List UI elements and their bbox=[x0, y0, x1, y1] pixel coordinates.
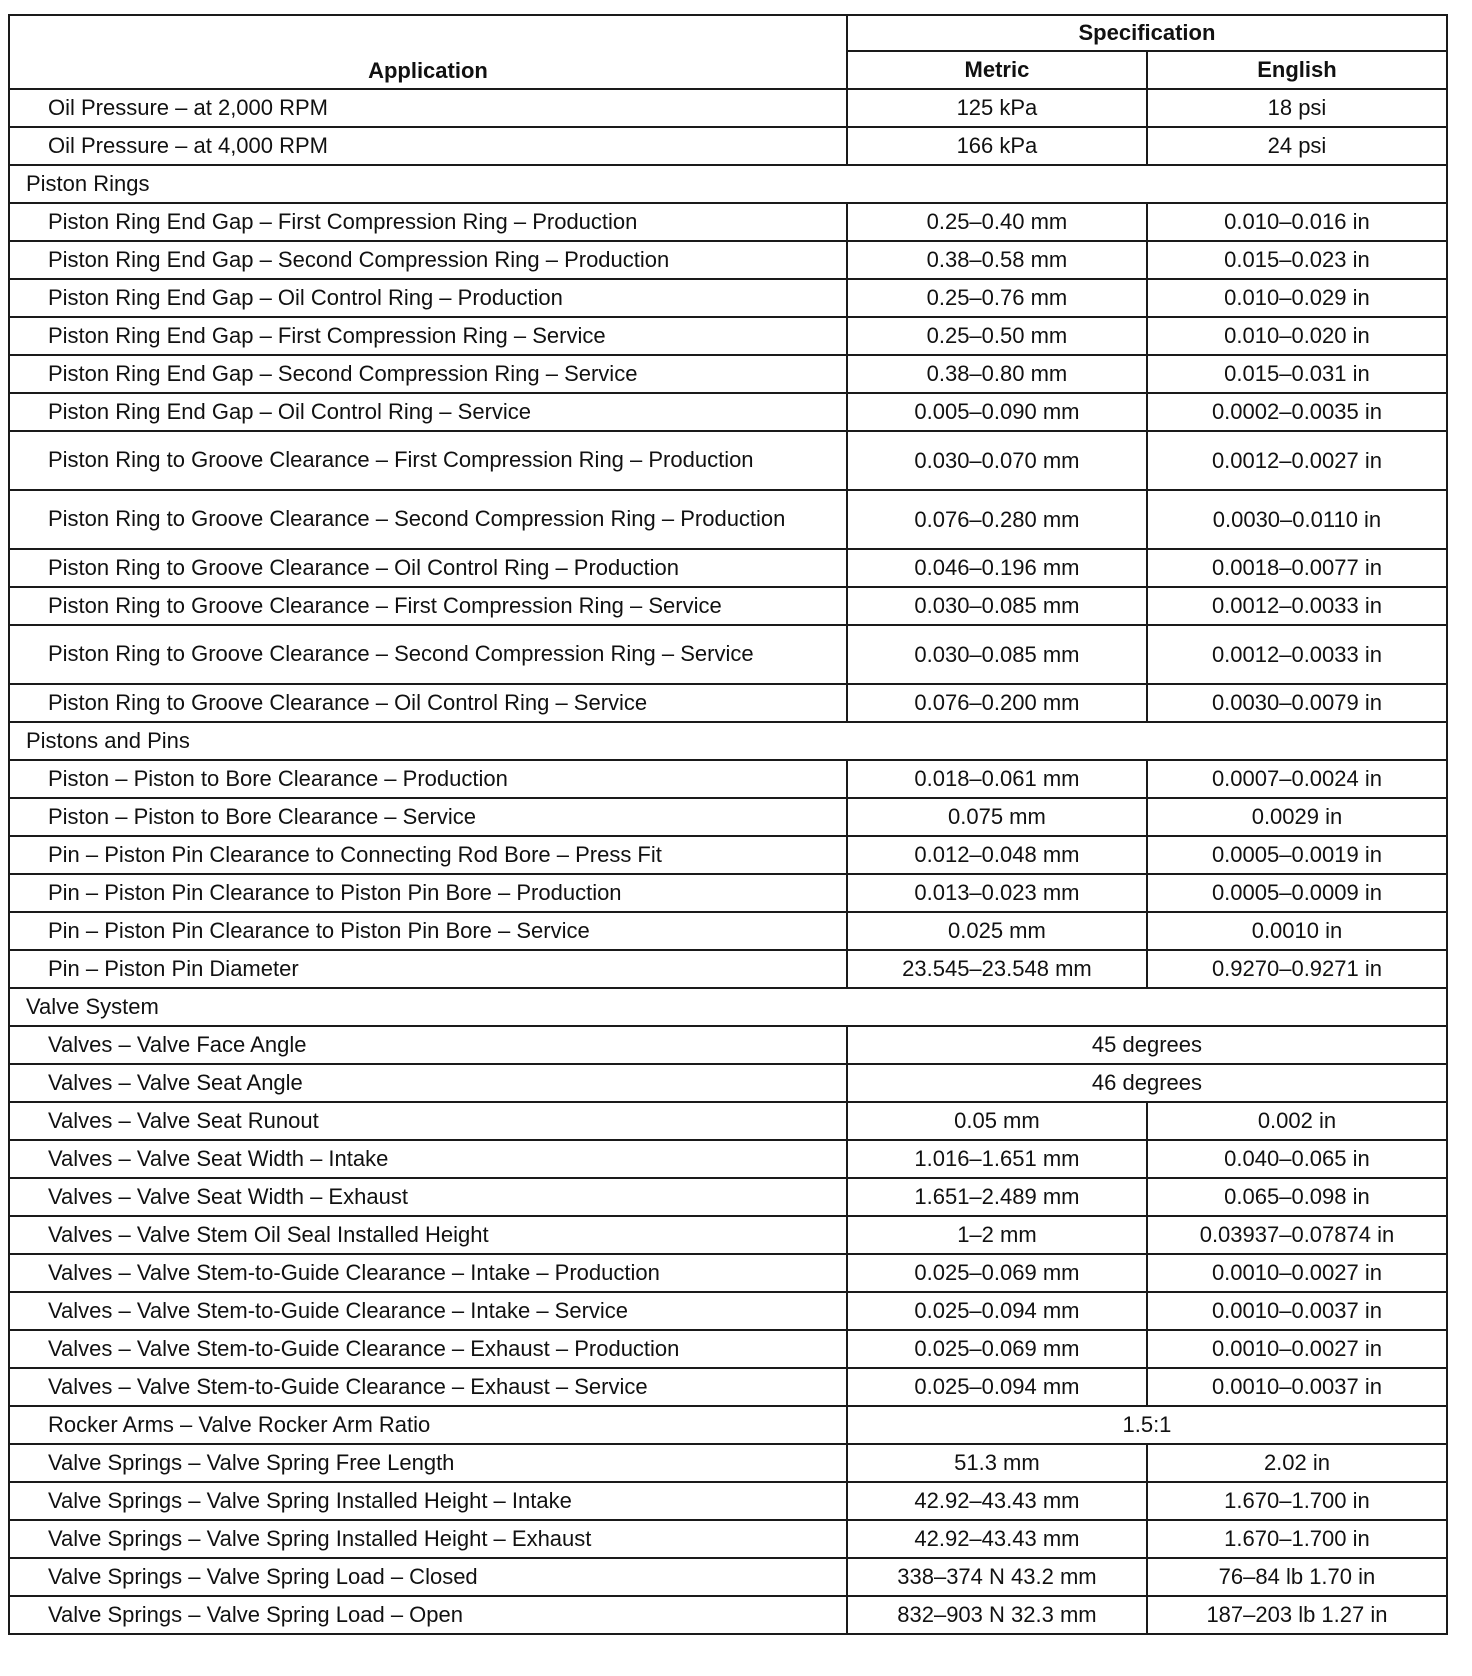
metric-cell: 0.25–0.50 mm bbox=[847, 317, 1147, 355]
section-label: Pistons and Pins bbox=[9, 722, 1447, 760]
metric-cell: 0.05 mm bbox=[847, 1102, 1147, 1140]
english-cell: 0.040–0.065 in bbox=[1147, 1140, 1447, 1178]
english-cell: 0.0007–0.0024 in bbox=[1147, 760, 1447, 798]
metric-cell: 0.030–0.085 mm bbox=[847, 587, 1147, 625]
metric-cell: 338–374 N 43.2 mm bbox=[847, 1558, 1147, 1596]
english-cell: 0.010–0.029 in bbox=[1147, 279, 1447, 317]
metric-cell: 0.025–0.094 mm bbox=[847, 1292, 1147, 1330]
english-cell: 0.010–0.020 in bbox=[1147, 317, 1447, 355]
english-cell: 0.015–0.031 in bbox=[1147, 355, 1447, 393]
application-cell: Piston Ring to Groove Clearance – Second Compression Ring – Production bbox=[9, 490, 847, 549]
english-cell: 18 psi bbox=[1147, 89, 1447, 127]
english-cell: 0.0005–0.0019 in bbox=[1147, 836, 1447, 874]
application-cell: Piston Ring End Gap – Oil Control Ring – Production bbox=[9, 279, 847, 317]
table-row bbox=[9, 279, 1447, 317]
application-cell: Pin – Piston Pin Clearance to Connecting Rod Bore – Press Fit bbox=[9, 836, 847, 874]
english-cell: 0.0030–0.0079 in bbox=[1147, 684, 1447, 722]
table-row bbox=[9, 1178, 1447, 1216]
metric-cell: 0.013–0.023 mm bbox=[847, 874, 1147, 912]
english-cell: 0.0029 in bbox=[1147, 798, 1447, 836]
application-cell: Valve Springs – Valve Spring Load – Closed bbox=[9, 1558, 847, 1596]
application-cell: Piston Ring to Groove Clearance – Oil Control Ring – Production bbox=[9, 549, 847, 587]
metric-cell: 51.3 mm bbox=[847, 1444, 1147, 1482]
application-cell: Piston Ring to Groove Clearance – First Compression Ring – Production bbox=[9, 431, 847, 490]
specification-cell: 1.5:1 bbox=[847, 1406, 1447, 1444]
table-row bbox=[9, 431, 1447, 490]
specification-cell: 45 degrees bbox=[847, 1026, 1447, 1064]
application-cell: Piston Ring End Gap – Oil Control Ring – Service bbox=[9, 393, 847, 431]
table-row bbox=[9, 1368, 1447, 1406]
metric-cell: 1.016–1.651 mm bbox=[847, 1140, 1147, 1178]
metric-cell: 0.25–0.76 mm bbox=[847, 279, 1147, 317]
table-row bbox=[9, 950, 1447, 988]
english-cell: 0.015–0.023 in bbox=[1147, 241, 1447, 279]
table-row bbox=[9, 317, 1447, 355]
section-row bbox=[9, 722, 1447, 760]
application-cell: Valves – Valve Stem Oil Seal Installed Height bbox=[9, 1216, 847, 1254]
section-label: Piston Rings bbox=[9, 165, 1447, 203]
english-cell: 0.0012–0.0033 in bbox=[1147, 625, 1447, 684]
table-row bbox=[9, 393, 1447, 431]
application-cell: Pin – Piston Pin Clearance to Piston Pin Bore – Service bbox=[9, 912, 847, 950]
table-row bbox=[9, 490, 1447, 549]
table-row bbox=[9, 1406, 1447, 1444]
spec-table bbox=[8, 14, 1448, 1635]
application-cell: Valves – Valve Seat Width – Intake bbox=[9, 1140, 847, 1178]
application-cell: Valves – Valve Stem-to-Guide Clearance – Intake – Production bbox=[9, 1254, 847, 1292]
header-row-1 bbox=[9, 15, 1447, 51]
english-cell: 0.0002–0.0035 in bbox=[1147, 393, 1447, 431]
table-body bbox=[9, 89, 1447, 1634]
metric-cell: 23.545–23.548 mm bbox=[847, 950, 1147, 988]
table-row bbox=[9, 684, 1447, 722]
application-cell: Valves – Valve Face Angle bbox=[9, 1026, 847, 1064]
metric-cell: 0.075 mm bbox=[847, 798, 1147, 836]
application-cell: Piston Ring End Gap – Second Compression Ring – Service bbox=[9, 355, 847, 393]
application-cell: Pin – Piston Pin Diameter bbox=[9, 950, 847, 988]
table-row bbox=[9, 549, 1447, 587]
english-cell: 0.0010–0.0027 in bbox=[1147, 1254, 1447, 1292]
table-row bbox=[9, 760, 1447, 798]
english-cell: 0.0012–0.0027 in bbox=[1147, 431, 1447, 490]
table-row bbox=[9, 1520, 1447, 1558]
english-cell: 1.670–1.700 in bbox=[1147, 1482, 1447, 1520]
application-cell: Rocker Arms – Valve Rocker Arm Ratio bbox=[9, 1406, 847, 1444]
application-cell: Oil Pressure – at 4,000 RPM bbox=[9, 127, 847, 165]
table-row bbox=[9, 1064, 1447, 1102]
table-row bbox=[9, 1102, 1447, 1140]
english-cell: 0.0012–0.0033 in bbox=[1147, 587, 1447, 625]
table-row bbox=[9, 127, 1447, 165]
metric-cell: 0.025–0.069 mm bbox=[847, 1330, 1147, 1368]
specification-header: Specification bbox=[847, 15, 1447, 51]
english-cell: 0.0010–0.0037 in bbox=[1147, 1292, 1447, 1330]
application-cell: Valves – Valve Seat Runout bbox=[9, 1102, 847, 1140]
table-row bbox=[9, 874, 1447, 912]
section-row bbox=[9, 988, 1447, 1026]
table-row bbox=[9, 836, 1447, 874]
table-row bbox=[9, 1140, 1447, 1178]
application-cell: Valve Springs – Valve Spring Installed Height – Intake bbox=[9, 1482, 847, 1520]
application-cell: Piston Ring End Gap – First Compression Ring – Service bbox=[9, 317, 847, 355]
metric-cell: 0.005–0.090 mm bbox=[847, 393, 1147, 431]
metric-header: Metric bbox=[847, 51, 1147, 89]
table-row bbox=[9, 89, 1447, 127]
section-row bbox=[9, 165, 1447, 203]
application-cell: Valves – Valve Seat Width – Exhaust bbox=[9, 1178, 847, 1216]
metric-cell: 0.030–0.085 mm bbox=[847, 625, 1147, 684]
application-cell: Piston Ring to Groove Clearance – Second Compression Ring – Service bbox=[9, 625, 847, 684]
metric-cell: 0.38–0.58 mm bbox=[847, 241, 1147, 279]
table-row bbox=[9, 1330, 1447, 1368]
application-cell: Piston Ring End Gap – First Compression Ring – Production bbox=[9, 203, 847, 241]
english-cell: 0.03937–0.07874 in bbox=[1147, 1216, 1447, 1254]
table-row bbox=[9, 355, 1447, 393]
metric-cell: 0.025–0.094 mm bbox=[847, 1368, 1147, 1406]
application-cell: Piston – Piston to Bore Clearance – Production bbox=[9, 760, 847, 798]
application-cell: Valves – Valve Stem-to-Guide Clearance – Exhaust – Service bbox=[9, 1368, 847, 1406]
english-cell: 0.0010–0.0027 in bbox=[1147, 1330, 1447, 1368]
table-row bbox=[9, 1444, 1447, 1482]
metric-cell: 0.076–0.280 mm bbox=[847, 490, 1147, 549]
application-cell: Valve Springs – Valve Spring Installed Height – Exhaust bbox=[9, 1520, 847, 1558]
table-row bbox=[9, 1292, 1447, 1330]
application-cell: Piston Ring End Gap – Second Compression Ring – Production bbox=[9, 241, 847, 279]
metric-cell: 0.076–0.200 mm bbox=[847, 684, 1147, 722]
metric-cell: 166 kPa bbox=[847, 127, 1147, 165]
metric-cell: 0.030–0.070 mm bbox=[847, 431, 1147, 490]
english-cell: 0.0005–0.0009 in bbox=[1147, 874, 1447, 912]
english-cell: 0.0010 in bbox=[1147, 912, 1447, 950]
table-row bbox=[9, 1216, 1447, 1254]
metric-cell: 0.025 mm bbox=[847, 912, 1147, 950]
application-cell: Pin – Piston Pin Clearance to Piston Pin Bore – Production bbox=[9, 874, 847, 912]
application-cell: Piston Ring to Groove Clearance – First Compression Ring – Service bbox=[9, 587, 847, 625]
table-row bbox=[9, 587, 1447, 625]
metric-cell: 0.018–0.061 mm bbox=[847, 760, 1147, 798]
english-cell: 0.0030–0.0110 in bbox=[1147, 490, 1447, 549]
english-cell: 0.9270–0.9271 in bbox=[1147, 950, 1447, 988]
table-row bbox=[9, 912, 1447, 950]
english-cell: 2.02 in bbox=[1147, 1444, 1447, 1482]
table-row bbox=[9, 1254, 1447, 1292]
application-cell: Valves – Valve Stem-to-Guide Clearance – Exhaust – Production bbox=[9, 1330, 847, 1368]
metric-cell: 0.25–0.40 mm bbox=[847, 203, 1147, 241]
table-row bbox=[9, 625, 1447, 684]
application-cell: Valves – Valve Seat Angle bbox=[9, 1064, 847, 1102]
application-cell: Valves – Valve Stem-to-Guide Clearance – Intake – Service bbox=[9, 1292, 847, 1330]
metric-cell: 832–903 N 32.3 mm bbox=[847, 1596, 1147, 1634]
metric-cell: 42.92–43.43 mm bbox=[847, 1482, 1147, 1520]
table-row bbox=[9, 241, 1447, 279]
english-cell: 0.065–0.098 in bbox=[1147, 1178, 1447, 1216]
english-cell: 0.002 in bbox=[1147, 1102, 1447, 1140]
english-cell: 187–203 lb 1.27 in bbox=[1147, 1596, 1447, 1634]
english-cell: 76–84 lb 1.70 in bbox=[1147, 1558, 1447, 1596]
application-cell: Valve Springs – Valve Spring Free Length bbox=[9, 1444, 847, 1482]
table-row bbox=[9, 203, 1447, 241]
metric-cell: 1–2 mm bbox=[847, 1216, 1147, 1254]
metric-cell: 42.92–43.43 mm bbox=[847, 1520, 1147, 1558]
application-cell: Valve Springs – Valve Spring Load – Open bbox=[9, 1596, 847, 1634]
english-cell: 0.0018–0.0077 in bbox=[1147, 549, 1447, 587]
metric-cell: 0.046–0.196 mm bbox=[847, 549, 1147, 587]
table-header bbox=[9, 15, 1447, 89]
table-row bbox=[9, 1026, 1447, 1064]
english-cell: 0.010–0.016 in bbox=[1147, 203, 1447, 241]
english-cell: 0.0010–0.0037 in bbox=[1147, 1368, 1447, 1406]
table-row bbox=[9, 1596, 1447, 1634]
english-cell: 24 psi bbox=[1147, 127, 1447, 165]
table-row bbox=[9, 1558, 1447, 1596]
metric-cell: 0.025–0.069 mm bbox=[847, 1254, 1147, 1292]
specification-cell: 46 degrees bbox=[847, 1064, 1447, 1102]
application-cell: Oil Pressure – at 2,000 RPM bbox=[9, 89, 847, 127]
english-cell: 1.670–1.700 in bbox=[1147, 1520, 1447, 1558]
english-header: English bbox=[1147, 51, 1447, 89]
metric-cell: 0.38–0.80 mm bbox=[847, 355, 1147, 393]
application-header: Application bbox=[9, 15, 847, 89]
application-cell: Piston Ring to Groove Clearance – Oil Control Ring – Service bbox=[9, 684, 847, 722]
metric-cell: 1.651–2.489 mm bbox=[847, 1178, 1147, 1216]
table-row bbox=[9, 1482, 1447, 1520]
metric-cell: 125 kPa bbox=[847, 89, 1147, 127]
metric-cell: 0.012–0.048 mm bbox=[847, 836, 1147, 874]
section-label: Valve System bbox=[9, 988, 1447, 1026]
table-row bbox=[9, 798, 1447, 836]
application-cell: Piston – Piston to Bore Clearance – Service bbox=[9, 798, 847, 836]
